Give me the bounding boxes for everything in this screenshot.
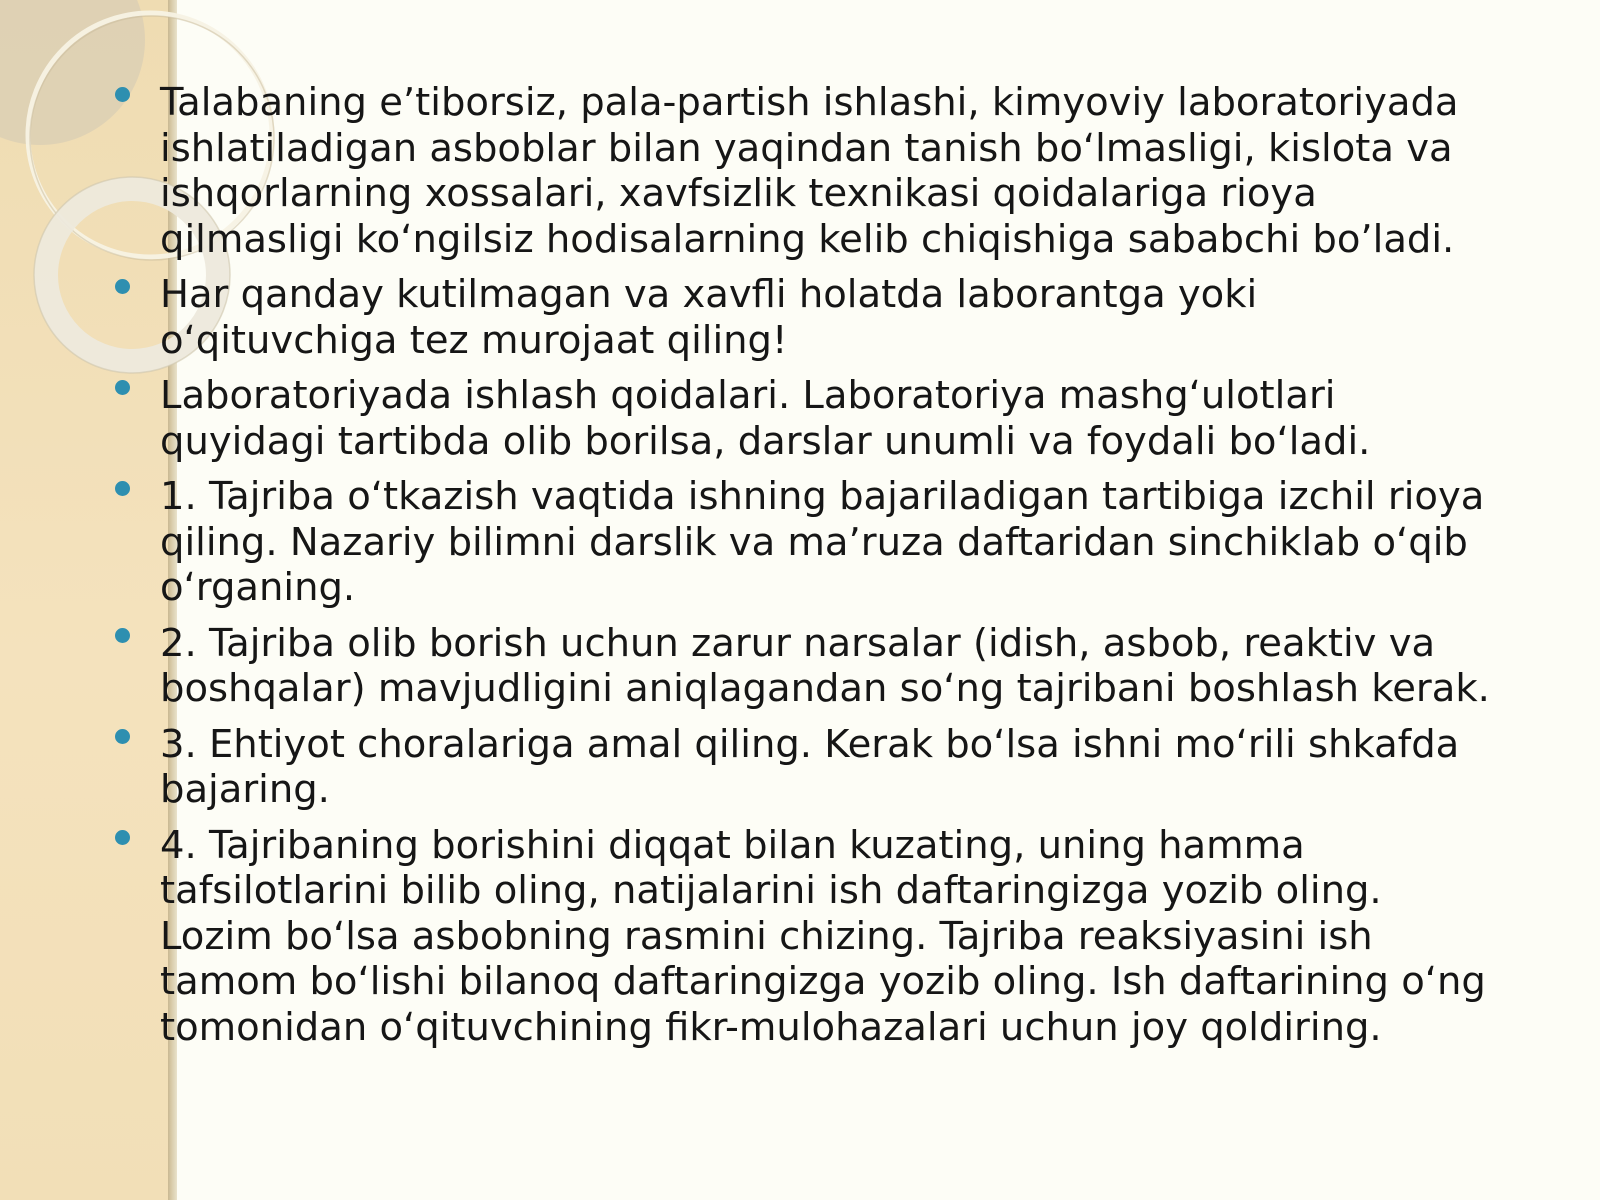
bullet-dot-icon [115,729,130,744]
bullet-dot-icon [115,87,130,102]
bullet-dot-icon [115,380,130,395]
bullet-dot-icon [115,279,130,294]
list-item [105,722,1505,813]
bullet-text: 3. Ehtiyot choralariga amal qiling. Kerak boʻlsa ishni moʻrili shkafda bajaring. [160,721,1460,812]
bullet-text: 4. Tajribaning borishini diqqat bilan kuzating, uning hamma tafsilotlarini bilib oling, natijalarini ish daftaringizga yozib oling. Lozim boʻlsa asbobning rasmini chizing. Tajriba reaksiyasini ish tamom boʻlishi bilanoq daftaringizga yozib oling. Ish daftarining oʻng tomonidan oʻqituvchining fikr-mulohazalari uchun joy qoldiring. [160,822,1486,1050]
list-item [105,272,1505,363]
list-item [105,80,1505,262]
bullet-text: 1. Tajriba oʻtkazish vaqtida ishning bajariladigan tartibiga izchil rioya qiling. Nazariy bilimni darslik va ma’ruza daftaridan sinchiklab oʻqib oʻrganing. [160,474,1485,610]
list-item [105,621,1505,712]
list-item [105,823,1505,1051]
bullet-text: Talabaning e’tiborsiz, pala-partish ishlashi, kimyoviy laboratoriyada ishlatiladigan asboblar bilan yaqindan tanish boʻlmasligi, kislota va ishqorlarning xossalari, xavfsizlik texnikasi qoidalariga rioya qilmasligi koʻngilsiz hodisalarning kelib chiqishiga sababchi bo’ladi. [160,80,1459,262]
bullet-text: 2. Tajriba olib borish uchun zarur narsalar (idish, asbob, reaktiv va boshqalar) mavjudligini aniqlagandan soʻng tajribani boshlash kerak. [160,620,1490,711]
list-item [105,373,1505,464]
bullet-text: Har qanday kutilmagan va xavfli holatda laborantga yoki oʻqituvchiga tez murojaat qiling! [160,272,1258,363]
list-item [105,474,1505,611]
bullet-dot-icon [115,628,130,643]
bullet-dot-icon [115,481,130,496]
bullet-list [105,80,1505,1050]
bullet-dot-icon [115,830,130,845]
bullet-text: Laboratoriyada ishlash qoidalari. Laboratoriya mashgʻulotlari quyidagi tartibda olib borilsa, darslar unumli va foydali boʻladi. [160,373,1371,464]
content-area [105,80,1505,1060]
